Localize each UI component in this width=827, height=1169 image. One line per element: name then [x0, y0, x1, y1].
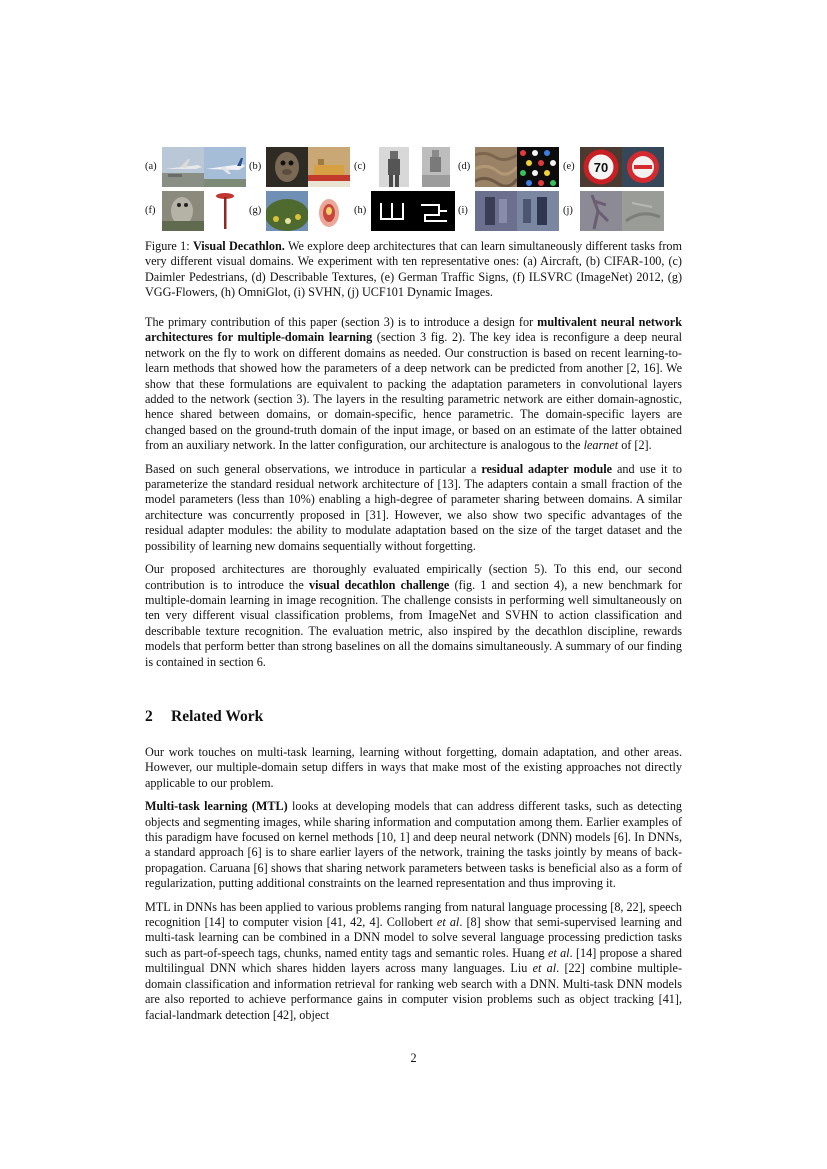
panel-omniglot: [354, 191, 459, 229]
bold-term: residual adapter module: [481, 461, 613, 476]
text-span: MTL in DNNs has been applied to various problems ranging from natural language processing [8, 22], speech recognition [14] to computer vision [41, 42, 4]. Collobert: [145, 899, 683, 930]
caption-text: We explore deep architectures that can learn simultaneously different tasks from very different visual domains. We experiment with ten representative ones: (a) Aircraft, (b) CIFAR-100, (c) Daimler Pedestrians, (d) Describable Textures, (e) German Traffic Signs, (f) ILSVRC (ImageNet) 2012, (g) VGG-Flowers, (h) OmniGlot, (i) SVHN, (j) UCF101 Dynamic Images.: [145, 239, 682, 300]
ucf101-image-1: [580, 191, 622, 231]
section-heading: [145, 708, 263, 726]
panel-ucf101: [563, 191, 682, 229]
italic-term: et al: [532, 961, 557, 976]
text-span: . [8] show that semi-supervised learning and multi-task learning can be combined in a DNN model to solve several language processing prediction tasks such as part-of-speech tags, chunks, named entity tags and semantic roles. Huang: [145, 915, 682, 960]
figure-1: [145, 147, 682, 229]
text-span: and use it to parameterize the standard residual network architecture of [13]. The adapters contain a small fraction of the model parameters (less than 10%) enabling a high-degree of parameter sharing between domains. A similar architecture was concurrently proposed in [31]. However, we also show two specific advantages of the residual adapter modules: the ability to modulate adaptation based on the size of the target dataset and the possibility of learning new domains sequentially without forgetting.: [145, 461, 682, 553]
panel-flowers: [249, 191, 354, 229]
panel-imagenet: [145, 191, 250, 229]
text-span: . [22] combine multiple-domain classification and information retrieval for ranking web search with a DNN. Multi-task DNN models are also reported to achieve performance gains in computer vision problems such as object tracking [41], facial-landmark detection [42], object: [145, 961, 683, 1022]
panel-textures: [458, 147, 563, 185]
related-work-text: [145, 745, 682, 1031]
page-number: 2: [410, 1051, 417, 1065]
text-span: . [14] propose a shared multilingual DNN which shares hidden layers across many languages. Liu: [145, 945, 683, 976]
paragraph-contribution: [145, 315, 682, 454]
texture-image-2: [517, 147, 559, 187]
bold-term: visual decathlon challenge: [308, 577, 450, 592]
omniglot-image-1: [371, 191, 413, 231]
paragraph-related-intro: Our work touches on multi-task learning, learning without forgetting, domain adaptation, and other areas. However, our multiple-domain setup differs in ways that make most of the existing approaches not directly applicable to our problem.: [145, 745, 682, 790]
panel-label: (a): [145, 161, 157, 172]
omniglot-image-2: [413, 191, 455, 231]
panel-label: (c): [354, 161, 366, 172]
text-span: of [2].: [618, 438, 652, 453]
svhn-image-1: [475, 191, 517, 231]
traffic-sign-image-2: [622, 147, 664, 187]
paragraph-residual-adapter: [145, 462, 682, 554]
ucf101-image-2: [622, 191, 664, 231]
section-title: Related Work: [171, 708, 264, 725]
panel-traffic-signs: [563, 147, 682, 185]
svhn-image-2: [517, 191, 559, 231]
paragraph-mtl-dnn: [145, 900, 682, 1023]
panel-label: (g): [249, 205, 262, 216]
paragraph-mtl: [145, 799, 682, 891]
caption-title: Visual Decathlon.: [192, 239, 285, 253]
cifar-image-1: [266, 147, 308, 187]
panel-aircraft: [145, 147, 250, 185]
text-span: Our proposed architectures are thoroughly evaluated empirically (section 5). To this end, our second contribution is to introduce the: [145, 562, 682, 592]
panel-label: (b): [249, 161, 262, 172]
panel-svhn: [458, 191, 563, 229]
italic-term: learnet: [583, 438, 619, 453]
pedestrian-image-1: [379, 147, 409, 187]
flower-image-1: [266, 191, 308, 231]
flower-image-2: [308, 191, 350, 231]
intro-text: [145, 315, 682, 678]
imagenet-image-1: [162, 191, 204, 231]
italic-term: et al: [547, 945, 570, 960]
text-span: looks at developing models that can address different tasks, such as detecting objects and segmenting images, while sharing information and computation among them. Earlier examples of this paradigm have focused on kernel methods [10, 1] and deep neural network (DNN) models [6]. In DNNs, a standard approach [6] is to share earlier layers of the network, training the tasks jointly by means of back-propagation. Caruana [6] shows that sharing network parameters between tasks is beneficial also as a form of regularization, putting additional constraints on the learned representation and thus improving it.: [145, 799, 683, 891]
texture-image-1: [475, 147, 517, 187]
traffic-sign-image-1: [580, 147, 622, 187]
cifar-image-2: [308, 147, 350, 187]
panel-label: (d): [458, 161, 471, 172]
caption-prefix: Figure 1:: [145, 239, 193, 253]
paragraph-decathlon: [145, 562, 682, 670]
panel-label: (f): [145, 205, 156, 216]
panel-label: (j): [563, 205, 573, 216]
text-span: (section 3 fig. 2). The key idea is reconfigure a deep neural network on the fly to work on different domains as needed. Our construction is based on recent learning-to-learn methods that showed how the parameters of a deep network can be predicted from another [2, 16]. We show that these formulations are equivalent to packing the adaptation parameters in convolutional layers added to the network (section 3). The layers in the resulting parametric network are either domain-agnostic, hence shared between domains, or domain-specific, hence parametric. The domain-specific layers are changed based on the ground-truth domain of the input image, or based on an estimate of the latter obtained from an auxiliary network. In the latter configuration, our architecture is analogous to the: [145, 330, 683, 453]
text-span: (fig. 1 and section 4), a new benchmark for multiple-domain learning in image recognition. The challenge consists in performing well simultaneously on ten very different visual classification problems, from ImageNet and SVHN to action classification and describable texture recognition. The evaluation metric, also inspired by the decathlon discipline, rewards models that perform better than strong baselines on all the domains simultaneously. A summary of our finding is contained in section 6.: [145, 577, 682, 669]
section-number: 2: [145, 708, 153, 725]
panel-pedestrian: [354, 147, 459, 185]
panel-cifar: [249, 147, 354, 185]
imagenet-image-2: [204, 191, 246, 231]
text-span: The primary contribution of this paper (section 3) is to introduce a design for: [145, 315, 538, 329]
bold-term: multivalent neural network architectures for multiple-domain learning: [145, 315, 682, 345]
pedestrian-image-2: [422, 147, 450, 187]
panel-label: (i): [458, 205, 468, 216]
sign-text: 70: [593, 160, 609, 175]
panel-label: (e): [563, 161, 575, 172]
bold-term: Multi-task learning (MTL): [145, 799, 288, 814]
figure-caption: [145, 239, 682, 301]
text-span: Based on such general observations, we introduce in particular a: [145, 461, 482, 476]
italic-term: et al: [436, 915, 460, 930]
aircraft-image-2: [204, 147, 246, 187]
panel-label: (h): [354, 205, 367, 216]
aircraft-image-1: [162, 147, 204, 187]
